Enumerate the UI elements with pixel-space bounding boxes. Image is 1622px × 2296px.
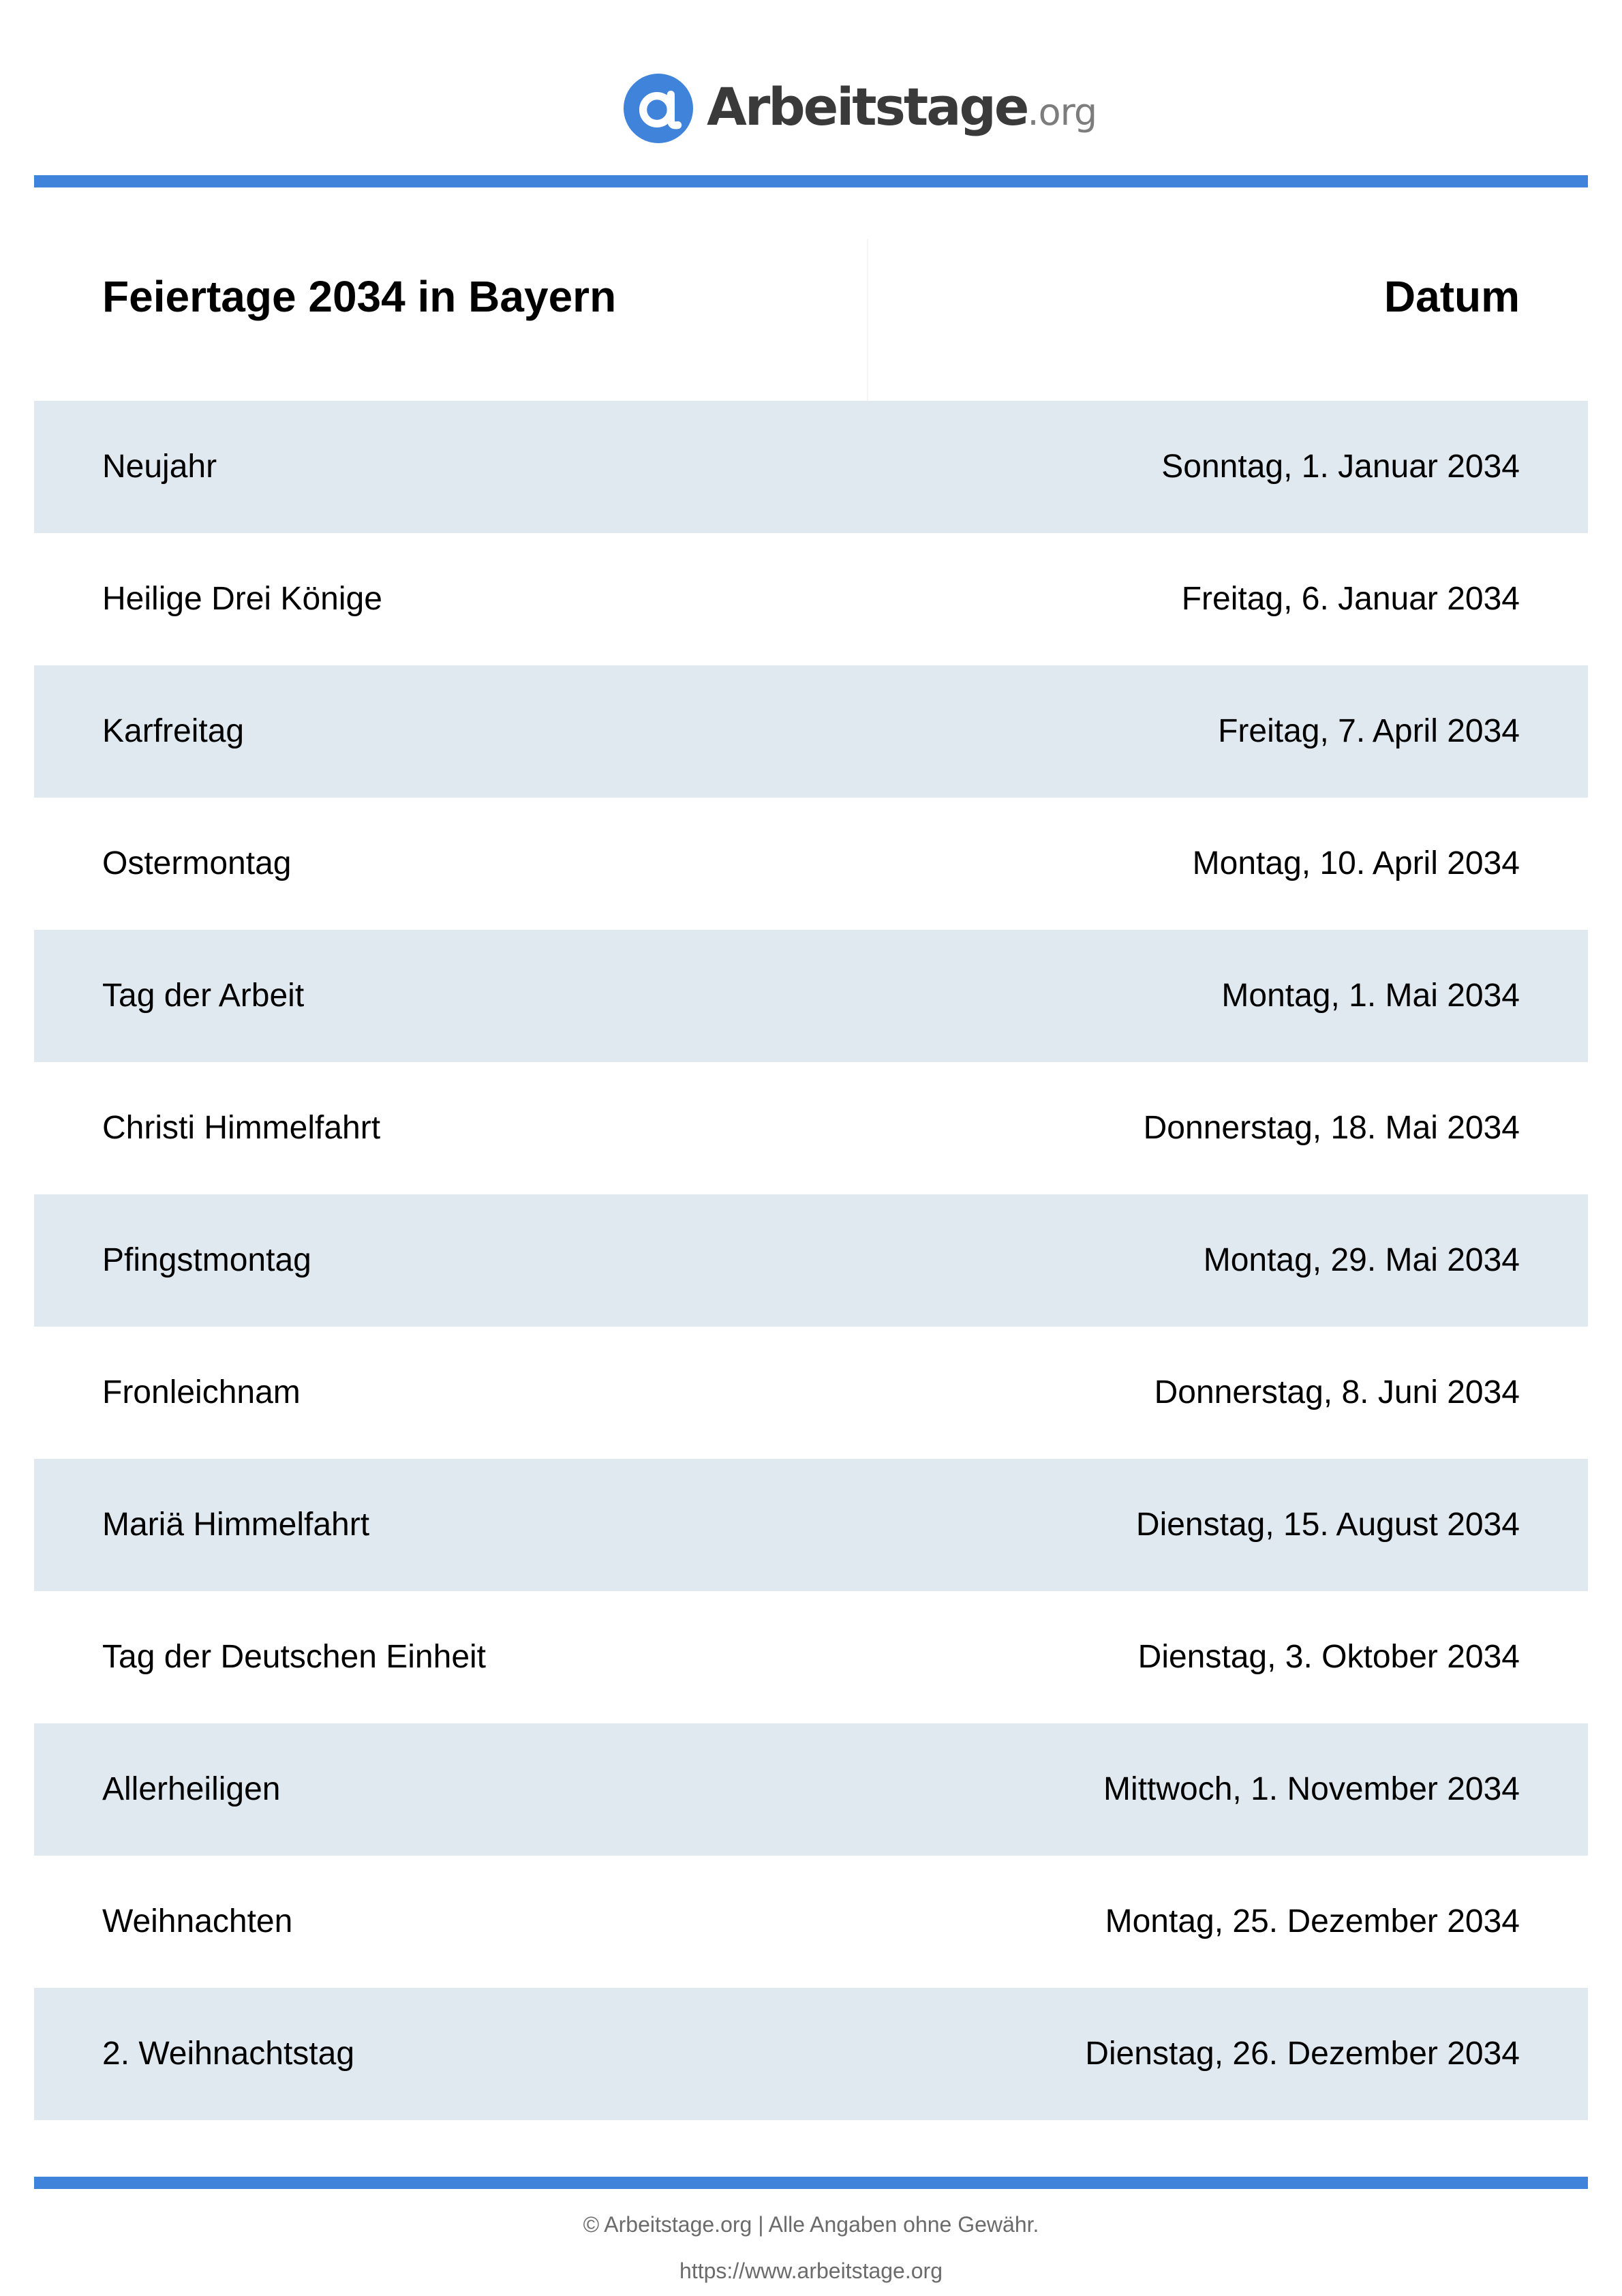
holiday-name: 2. Weihnachtstag [102, 2036, 355, 2072]
holiday-name: Heilige Drei Könige [102, 581, 382, 617]
table-header [34, 239, 1588, 401]
top-accent-rule [34, 175, 1588, 187]
table-row [34, 1327, 1588, 1459]
table-row [34, 1591, 1588, 1723]
holiday-date: Dienstag, 3. Oktober 2034 [1137, 1639, 1520, 1675]
table-body [34, 401, 1588, 2120]
bottom-accent-rule [34, 2177, 1588, 2189]
holiday-name: Pfingstmontag [102, 1242, 311, 1278]
holiday-date: Dienstag, 26. Dezember 2034 [1085, 2036, 1520, 2072]
at-sign-icon [624, 74, 693, 143]
table-row [34, 1856, 1588, 1988]
table-row [34, 533, 1588, 665]
table-row [34, 1194, 1588, 1327]
holiday-date: Freitag, 6. Januar 2034 [1181, 581, 1520, 617]
holiday-date: Mittwoch, 1. November 2034 [1103, 1771, 1520, 1807]
holiday-name: Tag der Deutschen Einheit [102, 1639, 487, 1675]
table-row [34, 401, 1588, 533]
holiday-name: Karfreitag [102, 713, 245, 749]
date-column-header: Datum [1383, 272, 1520, 321]
table-title: Feiertage 2034 in Bayern [102, 272, 617, 321]
logo-name: Arbeitstage [707, 76, 1028, 137]
table-row [34, 798, 1588, 930]
holiday-name: Fronleichnam [102, 1374, 301, 1410]
table-row [34, 1062, 1588, 1194]
site-logo[interactable] [624, 72, 1097, 145]
holiday-date: Freitag, 7. April 2034 [1218, 713, 1520, 749]
holiday-name: Mariä Himmelfahrt [102, 1507, 370, 1543]
holiday-date: Montag, 29. Mai 2034 [1203, 1242, 1520, 1278]
table-row [34, 665, 1588, 798]
holiday-date: Sonntag, 1. Januar 2034 [1161, 449, 1520, 485]
footer-url-link[interactable]: https://www.arbeitstage.org [679, 2259, 943, 2283]
page-header [0, 0, 1622, 176]
table-row [34, 1723, 1588, 1856]
header-column-divider [867, 239, 868, 401]
holiday-name: Allerheiligen [102, 1771, 281, 1807]
holiday-date: Montag, 10. April 2034 [1192, 845, 1520, 881]
holiday-table [34, 239, 1588, 2120]
logo-wordmark [707, 76, 1097, 137]
holiday-date: Donnerstag, 8. Juni 2034 [1154, 1374, 1520, 1410]
table-row [34, 1988, 1588, 2120]
holiday-name: Ostermontag [102, 845, 292, 881]
holiday-name: Christi Himmelfahrt [102, 1110, 381, 1146]
footer-copyright: © Arbeitstage.org | Alle Angaben ohne Gewähr. [583, 2212, 1039, 2237]
holiday-date: Montag, 25. Dezember 2034 [1105, 1903, 1520, 1939]
holiday-date: Donnerstag, 18. Mai 2034 [1143, 1110, 1520, 1146]
holiday-date: Montag, 1. Mai 2034 [1221, 978, 1520, 1014]
table-row [34, 1459, 1588, 1591]
holiday-name: Tag der Arbeit [102, 978, 305, 1014]
logo-tld: .org [1027, 91, 1097, 134]
table-row [34, 930, 1588, 1062]
holiday-date: Dienstag, 15. August 2034 [1135, 1507, 1520, 1543]
holiday-name: Weihnachten [102, 1903, 293, 1939]
holiday-name: Neujahr [102, 449, 217, 485]
